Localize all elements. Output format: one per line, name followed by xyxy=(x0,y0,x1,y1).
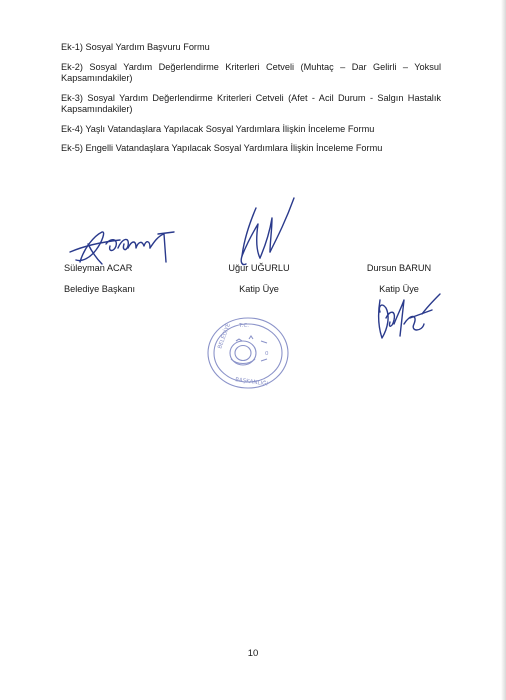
annex-item-1: Ek-1) Sosyal Yardım Başvuru Formu xyxy=(61,42,210,52)
annex-item-2: Ek-2) Sosyal Yardım Değerlendirme Kriterleri Cetveli (Muhtaç – Dar Gelirli – Yoksul Kapsamındakiler) xyxy=(61,61,441,83)
signatory-left-title: Belediye Başkanı xyxy=(64,284,135,294)
svg-text:T.C.: T.C. xyxy=(239,323,250,329)
signature-right xyxy=(370,288,442,346)
signatory-right-title: Katip Üye xyxy=(379,284,419,294)
annex-item-5: Ek-5) Engelli Vatandaşlara Yapılacak Sosyal Yardımlara İlişkin İnceleme Formu xyxy=(61,143,383,153)
signatory-center-title: Katip Üye xyxy=(239,284,279,294)
page-edge-shadow xyxy=(501,0,506,700)
signatory-center xyxy=(224,263,294,295)
signature-center xyxy=(226,192,298,272)
annex-item-3: Ek-3) Sosyal Yardım Değerlendirme Kriterleri Cetveli (Afet - Acil Durum - Salgın Hastalık Kapsamındakiler) xyxy=(61,92,441,114)
official-seal-image xyxy=(203,313,293,393)
signatory-right-name: Dursun BARUN xyxy=(366,263,432,273)
signatory-left-name: Süleyman ACAR xyxy=(64,263,133,273)
svg-text:0: 0 xyxy=(265,351,269,357)
svg-text:BELEDİYE: BELEDİYE xyxy=(217,322,232,350)
signatory-left xyxy=(64,263,135,295)
signatory-center-name: Uğur UĞURLU xyxy=(228,263,290,273)
annex-list xyxy=(61,42,441,155)
signatory-right xyxy=(363,263,435,295)
annex-item-4: Ek-4) Yaşlı Vatandaşlara Yapılacak Sosyal Yardımlara İlişkin İnceleme Formu xyxy=(61,123,375,134)
page-number: 10 xyxy=(247,648,259,659)
svg-text:BAŞKANLIĞI: BAŞKANLIĞI xyxy=(234,377,269,388)
